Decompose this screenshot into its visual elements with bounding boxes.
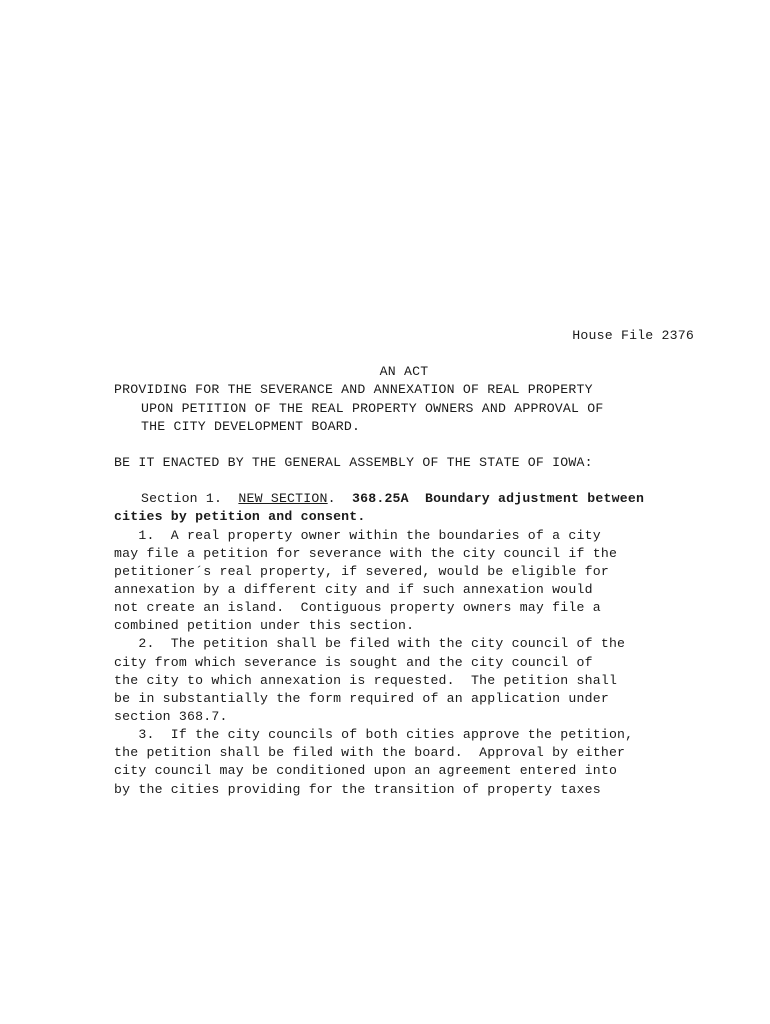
body-line: combined petition under this section. bbox=[114, 618, 415, 634]
section-heading-continued: cities by petition and consent. bbox=[114, 509, 366, 525]
blank-line bbox=[114, 436, 694, 454]
body-line: 1. A real property owner within the boundaries of a city bbox=[114, 527, 601, 543]
new-section-punct: . bbox=[327, 491, 352, 507]
blank-line bbox=[114, 345, 694, 363]
body-line: 3. If the city councils of both cities approve the petition, bbox=[114, 727, 634, 743]
act-label: AN ACT bbox=[379, 364, 429, 380]
body-line: city council may be conditioned upon an agreement entered into bbox=[114, 763, 618, 779]
blank-line bbox=[114, 472, 694, 490]
body-line: petitioner´s real property, if severed, would be eligible for bbox=[114, 563, 609, 579]
section-prefix: Section 1. bbox=[141, 491, 239, 507]
body-line: by the cities providing for the transition of property taxes bbox=[114, 781, 601, 797]
bill-text bbox=[114, 327, 694, 799]
body-line: section 368.7. bbox=[114, 708, 228, 724]
body-line: 2. The petition shall be filed with the city council of the bbox=[114, 636, 626, 652]
enacting-clause: BE IT ENACTED BY THE GENERAL ASSEMBLY OF THE STATE OF IOWA: bbox=[114, 454, 593, 470]
body-line: be in substantially the form required of an application under bbox=[114, 690, 609, 706]
body-line: may file a petition for severance with the city council if the bbox=[114, 545, 618, 561]
act-title-line-3: THE CITY DEVELOPMENT BOARD. bbox=[141, 418, 361, 434]
section-heading bbox=[114, 490, 694, 508]
body-line: the city to which annexation is requested. The petition shall bbox=[114, 672, 618, 688]
new-section-marker: NEW SECTION bbox=[238, 491, 328, 507]
body-line: city from which severance is sought and the city council of bbox=[114, 654, 593, 670]
section-heading-text: 368.25A Boundary adjustment between bbox=[351, 491, 645, 507]
body-line: not create an island. Contiguous property owners may file a bbox=[114, 600, 601, 616]
body-line: annexation by a different city and if such annexation would bbox=[114, 581, 593, 597]
body-line: the petition shall be filed with the board. Approval by either bbox=[114, 745, 626, 761]
bill-number: House File 2376 bbox=[572, 328, 694, 343]
act-title-line-2: UPON PETITION OF THE REAL PROPERTY OWNERS AND APPROVAL OF bbox=[141, 400, 604, 416]
act-title-line-1: PROVIDING FOR THE SEVERANCE AND ANNEXATION OF REAL PROPERTY bbox=[114, 382, 593, 398]
